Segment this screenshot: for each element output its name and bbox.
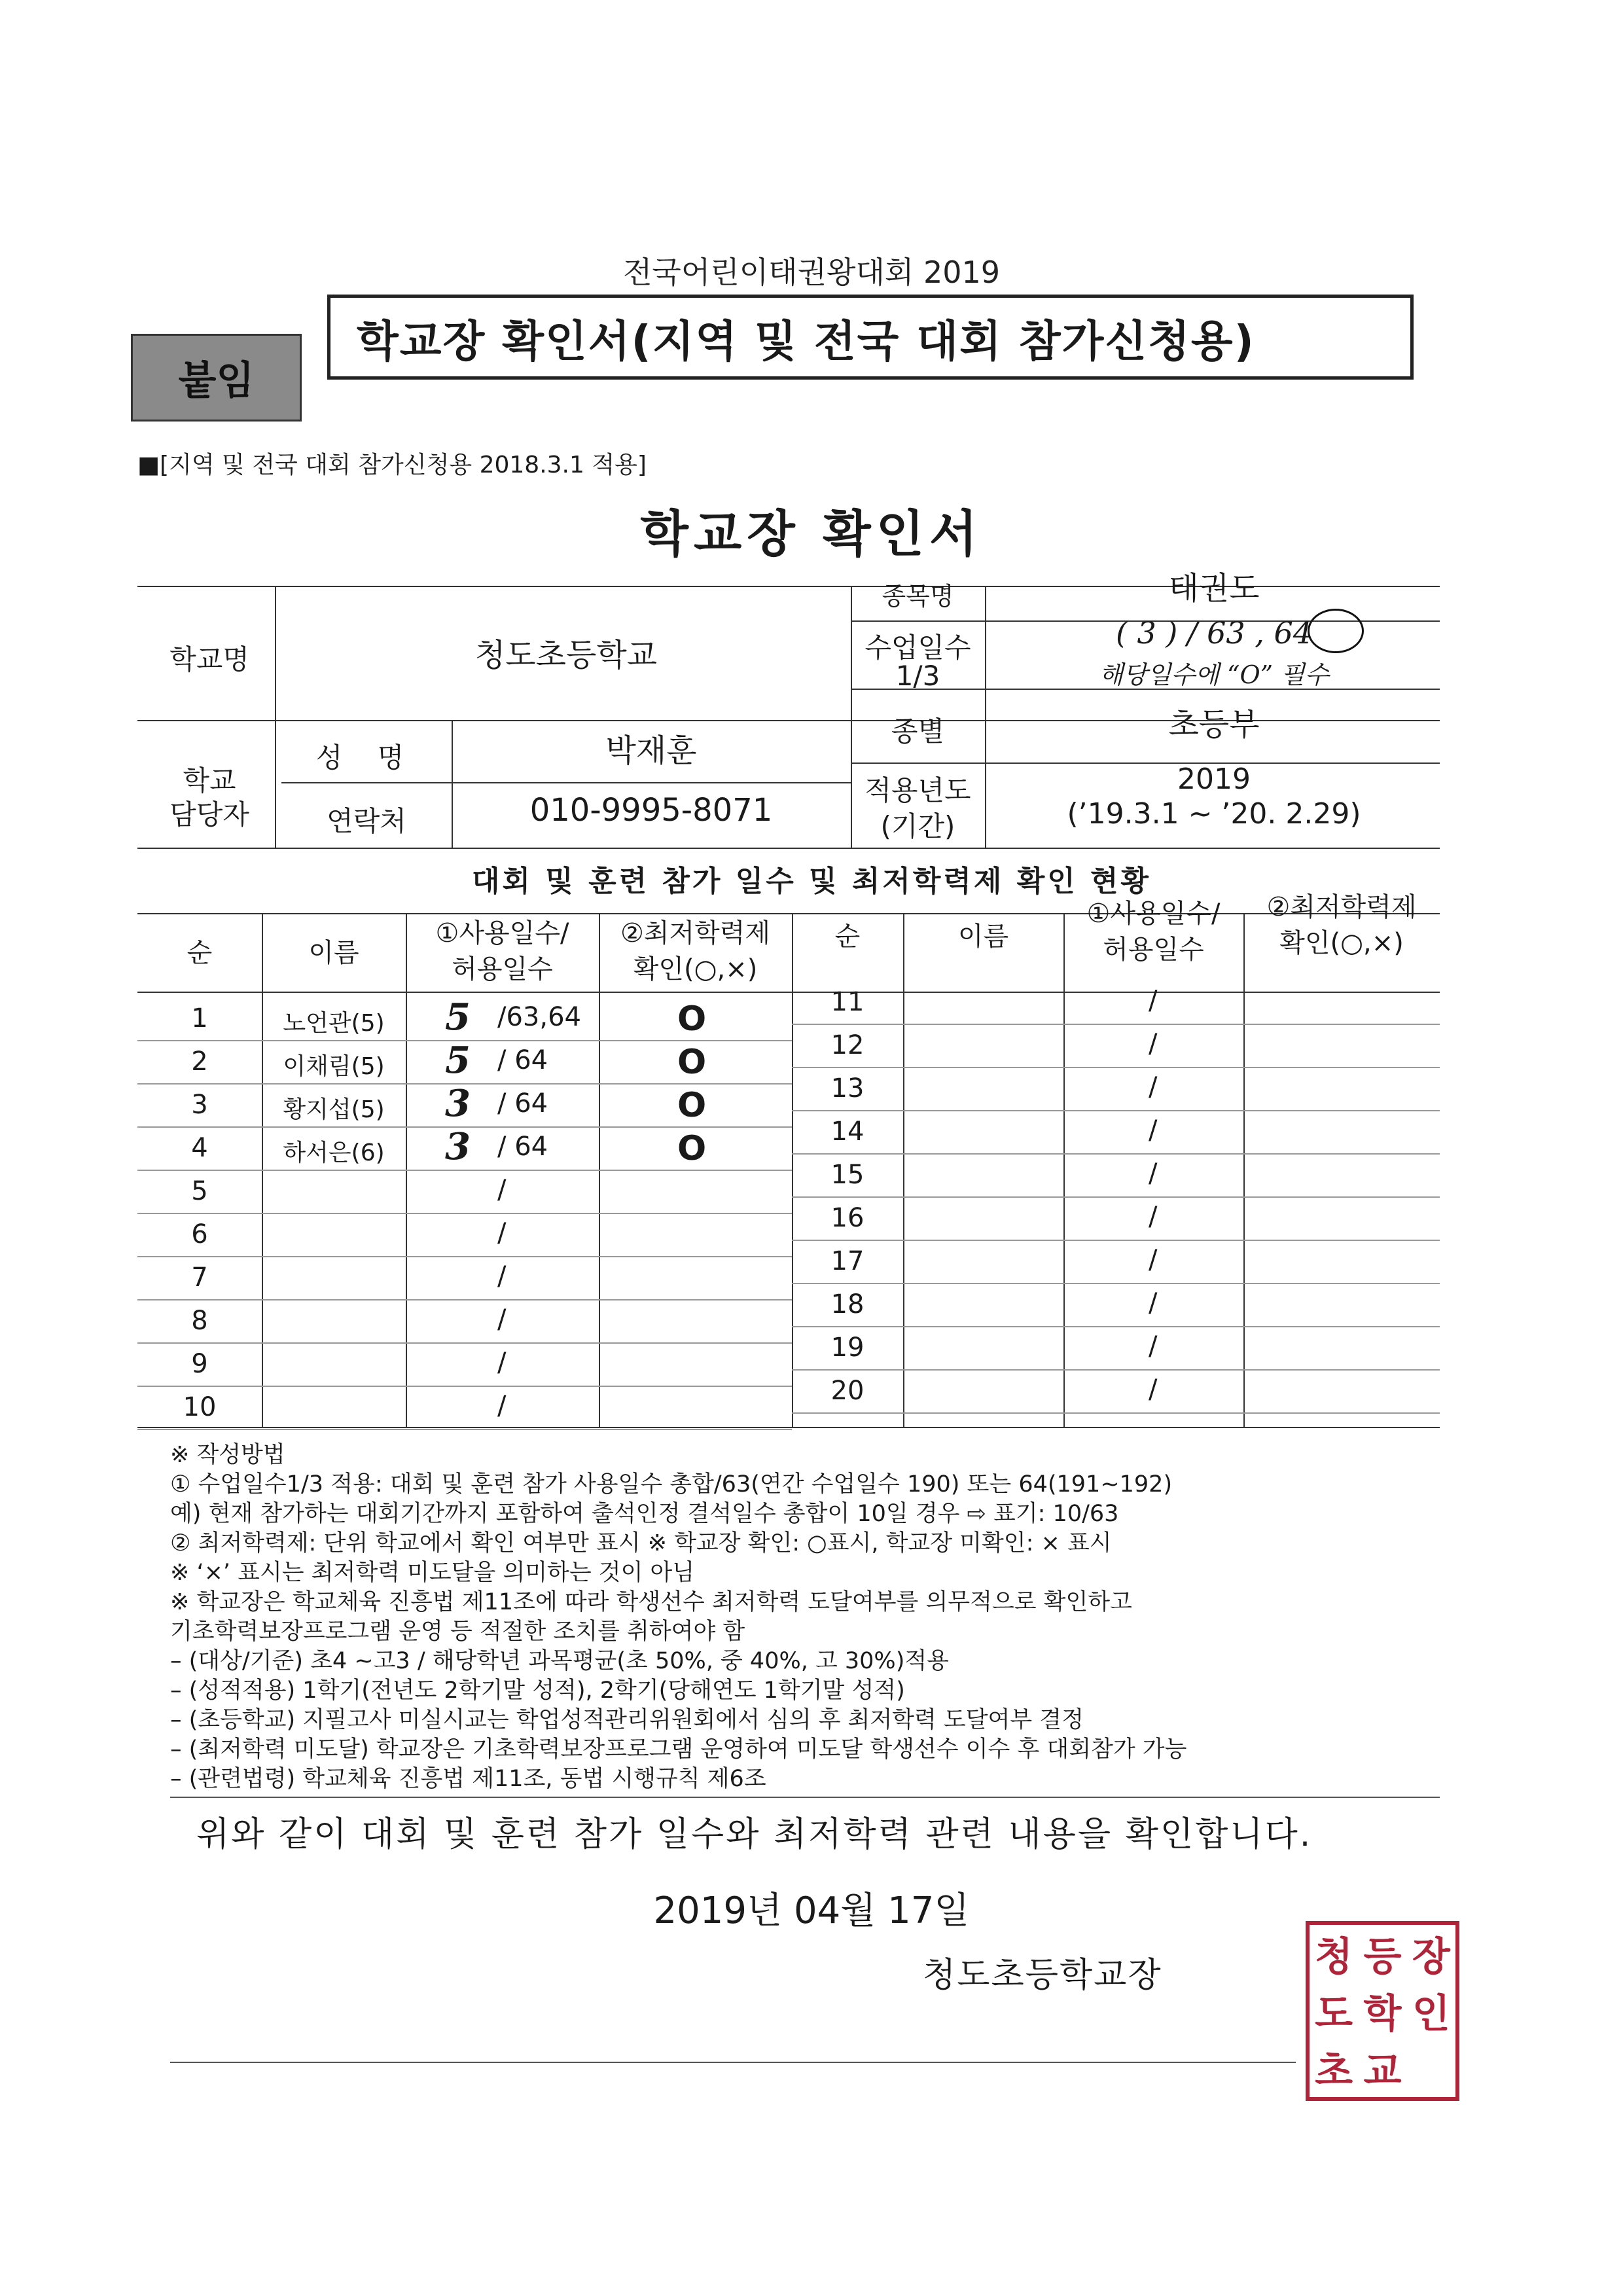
apply-year-value: 2019 xyxy=(1177,762,1251,796)
row-number: 12 xyxy=(830,1030,865,1060)
allowed-days: / xyxy=(1149,986,1158,1016)
allowed-days: / xyxy=(1149,1245,1158,1275)
row-number: 10 xyxy=(183,1392,217,1422)
instruction-line: ※ 작성방법 xyxy=(170,1442,285,1468)
seal-character: 학 xyxy=(1363,1991,1402,2037)
row-number: 18 xyxy=(830,1289,865,1319)
selected-days-circle xyxy=(1308,609,1364,653)
row-divider xyxy=(792,1412,1440,1414)
grid-divider xyxy=(1063,913,1065,1427)
row-divider xyxy=(137,1170,792,1171)
athlete-name: 하서은(6) xyxy=(283,1139,385,1166)
row-number: 4 xyxy=(191,1133,208,1163)
athlete-name: 노언관(5) xyxy=(283,1010,385,1037)
used-days: 5 xyxy=(445,996,471,1039)
signature-date: 2019년 04월 17일 xyxy=(653,1890,970,1932)
row-number: 3 xyxy=(191,1090,208,1120)
row-divider xyxy=(137,1256,792,1257)
athlete-name: 이채림(5) xyxy=(283,1053,385,1080)
seal-character: 도 xyxy=(1315,1991,1353,2037)
row-number: 11 xyxy=(830,987,865,1017)
allowed-days: / xyxy=(497,1304,507,1335)
row-divider xyxy=(137,1213,792,1214)
row-number: 1 xyxy=(191,1003,208,1033)
row-number: 17 xyxy=(830,1246,865,1276)
allowed-days: / xyxy=(497,1218,507,1248)
row-number: 6 xyxy=(191,1219,208,1249)
allowed-days: / xyxy=(1149,1202,1158,1232)
name-label: 성 명 xyxy=(315,742,418,774)
allowed-days: /63,64 xyxy=(497,1002,581,1032)
grid-bottom-border xyxy=(137,1427,1440,1428)
class-days-fraction: 1/3 xyxy=(895,660,940,692)
allowed-days: / xyxy=(1149,1331,1158,1361)
instruction-line: – (관련법령) 학교체육 진흥법 제11조, 동법 시행규칙 제6조 xyxy=(170,1766,766,1792)
allowed-days: / 64 xyxy=(497,1132,548,1162)
row-divider xyxy=(137,1299,792,1300)
class-days-note: 해당일수에 “O” 필수 xyxy=(1099,660,1329,689)
seal-character: 초 xyxy=(1315,2049,1353,2095)
instruction-line: ② 최저학력제: 단위 학교에서 확인 여부만 표시 ※ 학교장 확인: ○표시, 학교장 미확인: × 표시 xyxy=(170,1530,1112,1556)
official-seal xyxy=(1306,1921,1459,2101)
allowed-days: / xyxy=(497,1175,507,1205)
row-divider xyxy=(792,1153,1440,1155)
header-days-left-2: 허용일수 xyxy=(452,954,553,984)
instruction-line: – (대상/기준) 초4 ~고3 / 해당학년 과목평균(초 50%, 중 40%, 고 30%)적용 xyxy=(170,1648,949,1674)
row-number: 16 xyxy=(830,1203,865,1233)
allowed-days: / 64 xyxy=(497,1045,548,1075)
event-label: 종목명 xyxy=(882,582,954,611)
row-divider xyxy=(792,1369,1440,1371)
min-academic-check: O xyxy=(677,999,707,1039)
principal-signature: 청도초등학교장 xyxy=(923,1956,1162,1995)
grid-divider xyxy=(1243,913,1245,1427)
event-value: 태권도 xyxy=(1168,570,1260,607)
instruction-line: ① 수업일수1/3 적용: 대회 및 훈련 참가 사용일수 총합/63(연간 수업일수 190) 또는 64(191~192) xyxy=(170,1471,1173,1498)
class-days-value: ( 3 ) / 63 , 64 xyxy=(1115,615,1313,651)
header-check-right-2: 확인(○,×) xyxy=(1279,928,1404,958)
phone-label: 연락처 xyxy=(327,805,406,837)
info-table-bottom-border xyxy=(137,848,1440,849)
row-number: 9 xyxy=(191,1349,208,1379)
seal-character: 인 xyxy=(1412,1991,1450,2037)
class-days-label: 수업일수 xyxy=(865,632,971,664)
instruction-line: 예) 현재 참가하는 대회기간까지 포함하여 출석인정 결석일수 총합이 10일 경우 ⇨ 표기: 10/63 xyxy=(170,1501,1119,1527)
contact-label-line2: 담당자 xyxy=(169,798,249,831)
row-divider xyxy=(792,1110,1440,1111)
row-number: 13 xyxy=(830,1073,865,1103)
allowed-days: / xyxy=(1149,1072,1158,1102)
row-divider xyxy=(137,1386,792,1387)
category-label: 종별 xyxy=(891,715,945,747)
instruction-line: ※ 학교장은 학교체육 진흥법 제11조에 따라 학생선수 최저학력 도달여부를 의무적으로 확인하고 xyxy=(170,1589,1132,1615)
allowed-days: / 64 xyxy=(497,1088,548,1119)
footer-line xyxy=(170,2062,1296,2063)
row-number: 15 xyxy=(830,1160,865,1190)
min-academic-check: O xyxy=(677,1086,707,1125)
header-days-right-1: ①사용일수/ xyxy=(1086,899,1221,929)
seal-character: 장 xyxy=(1412,1933,1450,1980)
allowed-days: / xyxy=(497,1261,507,1291)
header-days-left-1: ①사용일수/ xyxy=(435,918,569,948)
apply-year-label-line2: (기간) xyxy=(880,810,955,842)
phone-value: 010-9995-8071 xyxy=(529,792,773,829)
allowed-days: / xyxy=(1149,1029,1158,1059)
row-number: 8 xyxy=(191,1306,208,1336)
document-title: 학교장 확인서 xyxy=(640,505,983,563)
form-title: 학교장 확인서(지역 및 전국 대회 참가신청용) xyxy=(357,315,1255,367)
allowed-days: / xyxy=(1149,1115,1158,1145)
info-divider xyxy=(281,782,851,783)
used-days: 3 xyxy=(445,1125,471,1168)
row-number: 20 xyxy=(830,1376,865,1406)
header-check-left-2: 확인(○,×) xyxy=(633,954,758,984)
instruction-line: – (성적적용) 1학기(전년도 2학기말 성적), 2학기(당해연도 1학기말 성적) xyxy=(170,1677,905,1704)
row-number: 2 xyxy=(191,1047,208,1077)
instruction-line: 기초학력보장프로그램 운영 등 적절한 조치를 취하여야 함 xyxy=(170,1619,745,1645)
seal-character: 교 xyxy=(1363,2049,1402,2095)
info-divider xyxy=(275,586,276,848)
header-no-left: 순 xyxy=(187,938,213,968)
instruction-line: – (최저학력 미도달) 학교장은 기초학력보장프로그램 운영하여 미도달 학생선수 이수 후 대회참가 가능 xyxy=(170,1736,1187,1763)
row-divider xyxy=(792,1024,1440,1025)
instruction-line: – (초등학교) 지필고사 미실시교는 학업성적관리위원회에서 심의 후 최저학력 도달여부 결정 xyxy=(170,1707,1084,1733)
used-days: 3 xyxy=(445,1082,471,1125)
competition-title: 전국어린이태권왕대회 2019 xyxy=(622,255,1001,290)
row-number: 19 xyxy=(830,1333,865,1363)
instruction-line: ※ ‘×’ 표시는 최저학력 미도달을 의미하는 것이 아님 xyxy=(170,1560,695,1586)
category-value: 초등부 xyxy=(1168,706,1260,743)
header-check-right-1: ②최저학력제 xyxy=(1266,892,1417,922)
row-divider xyxy=(792,1067,1440,1068)
row-number: 14 xyxy=(830,1117,865,1147)
min-academic-check: O xyxy=(677,1043,707,1082)
school-name: 청도초등학교 xyxy=(474,637,658,673)
header-no-right: 순 xyxy=(834,922,861,952)
row-divider xyxy=(792,1196,1440,1198)
allowed-days: / xyxy=(1149,1288,1158,1318)
used-days: 5 xyxy=(445,1039,471,1082)
header-name-left: 이름 xyxy=(308,938,359,968)
allowed-days: / xyxy=(497,1348,507,1378)
allowed-days: / xyxy=(1149,1374,1158,1405)
allowed-days: / xyxy=(497,1391,507,1421)
min-academic-check: O xyxy=(677,1129,707,1168)
row-divider xyxy=(137,1429,792,1430)
contact-label-line1: 학교 xyxy=(183,764,236,797)
school-label: 학교명 xyxy=(169,643,249,675)
header-days-right-2: 허용일수 xyxy=(1103,935,1204,965)
allowed-days: / xyxy=(1149,1158,1158,1189)
form-version-note: ■[지역 및 전국 대회 참가신청용 2018.3.1 적용] xyxy=(137,452,647,478)
row-number: 7 xyxy=(191,1263,208,1293)
notes-separator xyxy=(170,1797,1440,1798)
row-divider xyxy=(792,1240,1440,1241)
row-divider xyxy=(137,1342,792,1344)
header-name-right: 이름 xyxy=(957,922,1009,952)
row-divider xyxy=(792,1283,1440,1284)
athlete-name: 황지섭(5) xyxy=(283,1096,385,1123)
seal-character: 청 xyxy=(1315,1933,1353,1980)
name-value: 박재훈 xyxy=(605,732,697,769)
row-divider xyxy=(792,1326,1440,1327)
attachment-tag: 붙임 xyxy=(131,334,302,422)
grid-divider xyxy=(903,913,904,1427)
apply-year-period: (’19.3.1 ~ ’20. 2.29) xyxy=(1067,797,1361,831)
seal-character: 등 xyxy=(1363,1933,1402,1980)
row-number: 5 xyxy=(191,1176,208,1206)
section-title: 대회 및 훈련 참가 일수 및 최저학력제 확인 현황 xyxy=(471,865,1152,898)
apply-year-label-line1: 적용년도 xyxy=(865,774,971,806)
confirmation-sentence: 위와 같이 대회 및 훈련 참가 일수와 최저학력 관련 내용을 확인합니다. xyxy=(196,1815,1313,1854)
form-title-box xyxy=(327,295,1414,380)
header-check-left-1: ②최저학력제 xyxy=(620,918,771,948)
